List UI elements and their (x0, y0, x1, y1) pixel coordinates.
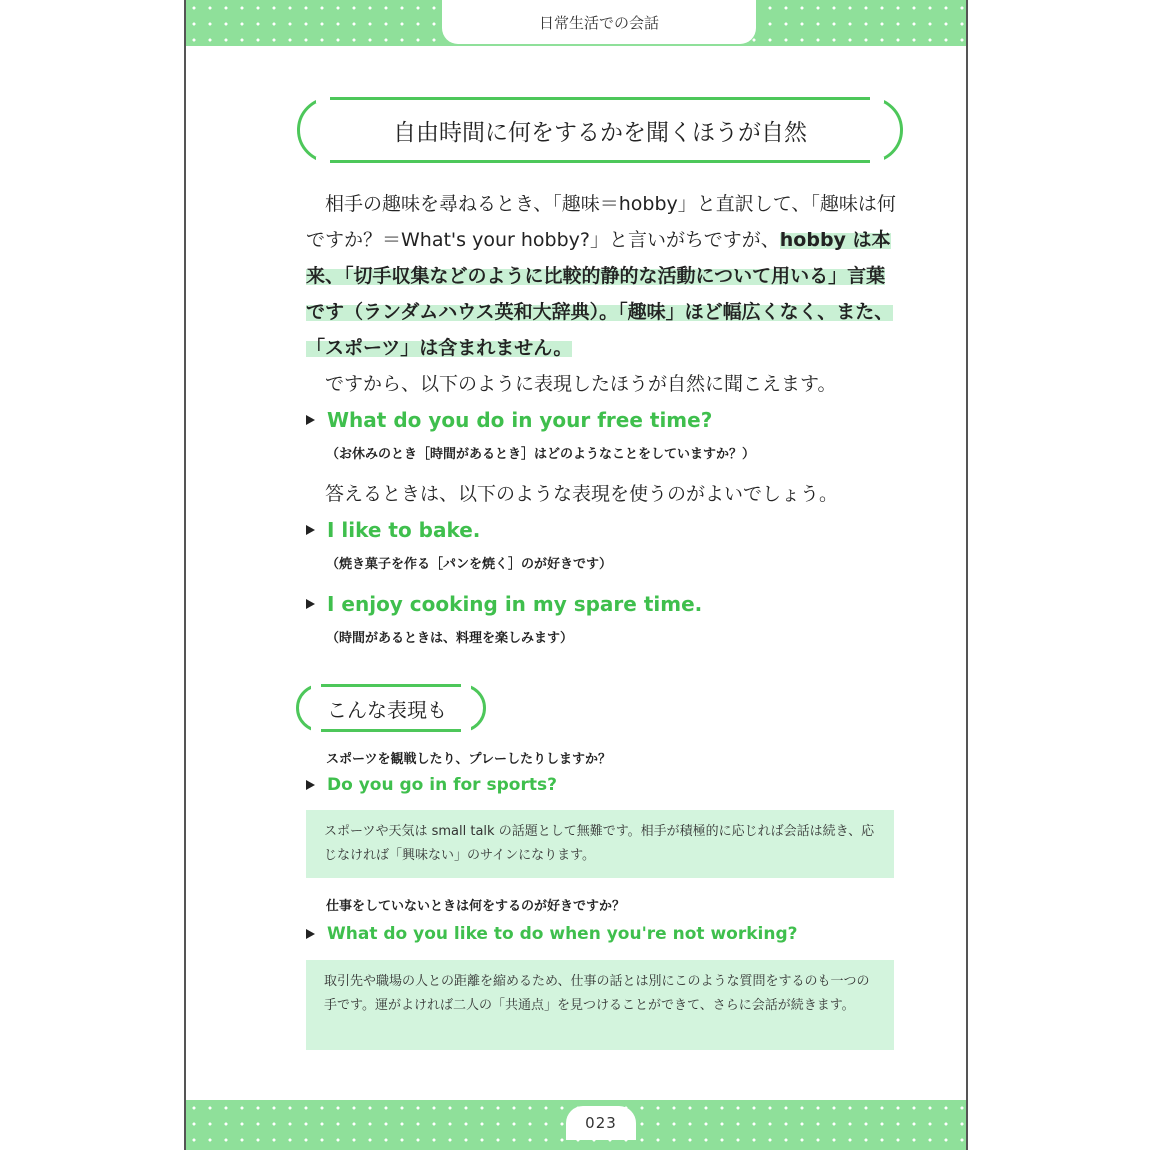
section-title-box (297, 97, 903, 163)
example-row-3 (306, 586, 896, 622)
example-english-2: I like to bake. (327, 518, 481, 542)
bullet-triangle-icon (306, 525, 315, 535)
highlighted-text: hobby は本来、「切手収集などのように比較的静的な活動について用いる」言葉です（ランダムハウス英和大辞典）。「趣味」ほど幅広くなく、また、「スポーツ」は含まれません。 (306, 229, 894, 359)
paragraph-1 (306, 186, 896, 366)
example-english-1: What do you do in your free time? (327, 408, 713, 432)
example-english-3: I enjoy cooking in my spare time. (327, 592, 703, 616)
example-row-1 (306, 402, 896, 438)
example-translation-2: （焼き菓子を作る［パンを焼く］のが好きです） (326, 557, 613, 572)
more-expressions-box (296, 684, 486, 732)
page-number: 023 (566, 1106, 636, 1140)
question-2: 仕事をしていないときは何をするのが好きですか？ (326, 899, 626, 914)
bullet-triangle-icon (306, 929, 315, 939)
bullet-triangle-icon (306, 415, 315, 425)
paragraph-1-text: 相手の趣味を尋ねるとき、「趣味＝hobby」と直訳して、「趣味は何ですか？＝What's your hobby?」と言いがちですが、 (306, 193, 896, 251)
example-translation-1: （お休みのとき［時間があるとき］はどのようなことをしていますか？） (326, 447, 756, 462)
more-expressions-heading: こんな表現も (327, 697, 447, 722)
expression-english-2: What do you like to do when you're not working? (327, 924, 798, 944)
paragraph-3: 答えるときは、以下のような表現を使うのがよいでしょう。 (325, 483, 839, 505)
section-title: 自由時間に何をするかを聞くほうが自然 (393, 119, 807, 146)
bullet-triangle-icon (306, 780, 315, 790)
bullet-triangle-icon (306, 599, 315, 609)
note-box-1: スポーツや天気は small talk の話題として無難です。相手が積極的に応じれば会話は続き、応じなければ「興味ない」のサインになります。 (306, 810, 894, 878)
expression-row-1 (306, 775, 557, 795)
question-1: スポーツを観戦したり、プレーしたりしますか？ (326, 752, 611, 767)
main-body (306, 186, 896, 660)
expression-english-1: Do you go in for sports? (327, 775, 557, 795)
expression-row-2 (306, 924, 797, 944)
example-row-2 (306, 512, 896, 548)
book-page (184, 0, 968, 1150)
note-box-2: 取引先や職場の人との距離を縮めるため、仕事の話とは別にこのような質問をするのも一つの手です。運がよければ二人の「共通点」を見つけることができて、さらに会話が続きます。 (306, 960, 894, 1050)
chapter-title: 日常生活での会話 (442, 0, 756, 44)
example-translation-3: （時間があるときは、料理を楽しみます） (326, 631, 574, 646)
paragraph-2: ですから、以下のように表現したほうが自然に聞こえます。 (325, 373, 837, 395)
